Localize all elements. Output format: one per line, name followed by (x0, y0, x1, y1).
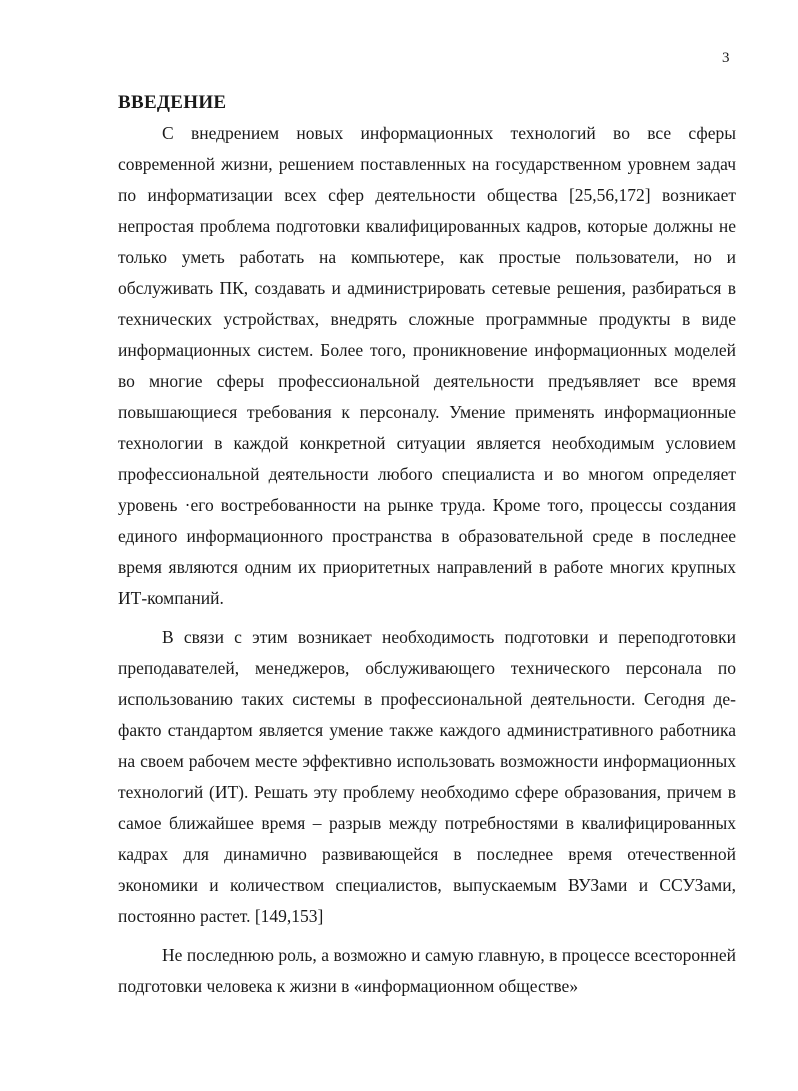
page-number: 3 (722, 50, 730, 66)
paragraph-1: С внедрением новых информационных технологий во все сферы современной жизни, решением поставленных на государственном уровнем задач по информатизации всех сфер деятельности общества [25,56,172] возникает непростая проблема подготовки квалифицированных кадров, которые должны не только уметь работать на компьютере, как простые пользователи, но и обслуживать ПК, создавать и администрировать сетевые решения, разбираться в технических устройствах, внедрять сложные программные продукты в виде информационных систем. Более того, проникновение информационных моделей во многие сферы профессиональной деятельности предъявляет все время повышающиеся требования к персоналу. Умение применять информационные технологии в каждой конкретной ситуации является необходимым условием профессиональной деятельности любого специалиста и во многом определяет уровень ·его востребованности на рынке труда. Кроме того, процессы создания единого информационного пространства в образовательной среде в последнее время являются одним их приоритетных направлений в работе многих крупных ИТ-компаний. (118, 123, 736, 608)
paragraph-3: Не последнюю роль, а возможно и самую главную, в процессе всесторонней подготовки человека к жизни в «информационном обществе» (118, 945, 736, 996)
paragraph-2: В связи с этим возникает необходимость подготовки и переподготовки преподавателей, менеджеров, обслуживающего технического персонала по использованию таких системы в профессиональной деятельности. Сегодня де-факто стандартом является умение также каждого административного работника на своем рабочем месте эффективно использовать возможности информационных технологий (ИТ). Решать эту проблему необходимо сфере образования, причем в самое ближайшее время – разрыв между потребностями в квалифицированных кадрах для динамично развивающейся в последнее время отечественной экономики и количеством специалистов, выпускаемым ВУЗами и ССУЗами, постоянно растет. [149,153] (118, 627, 736, 926)
body-text (118, 118, 736, 1010)
section-heading: ВВЕДЕНИЕ (118, 92, 227, 113)
